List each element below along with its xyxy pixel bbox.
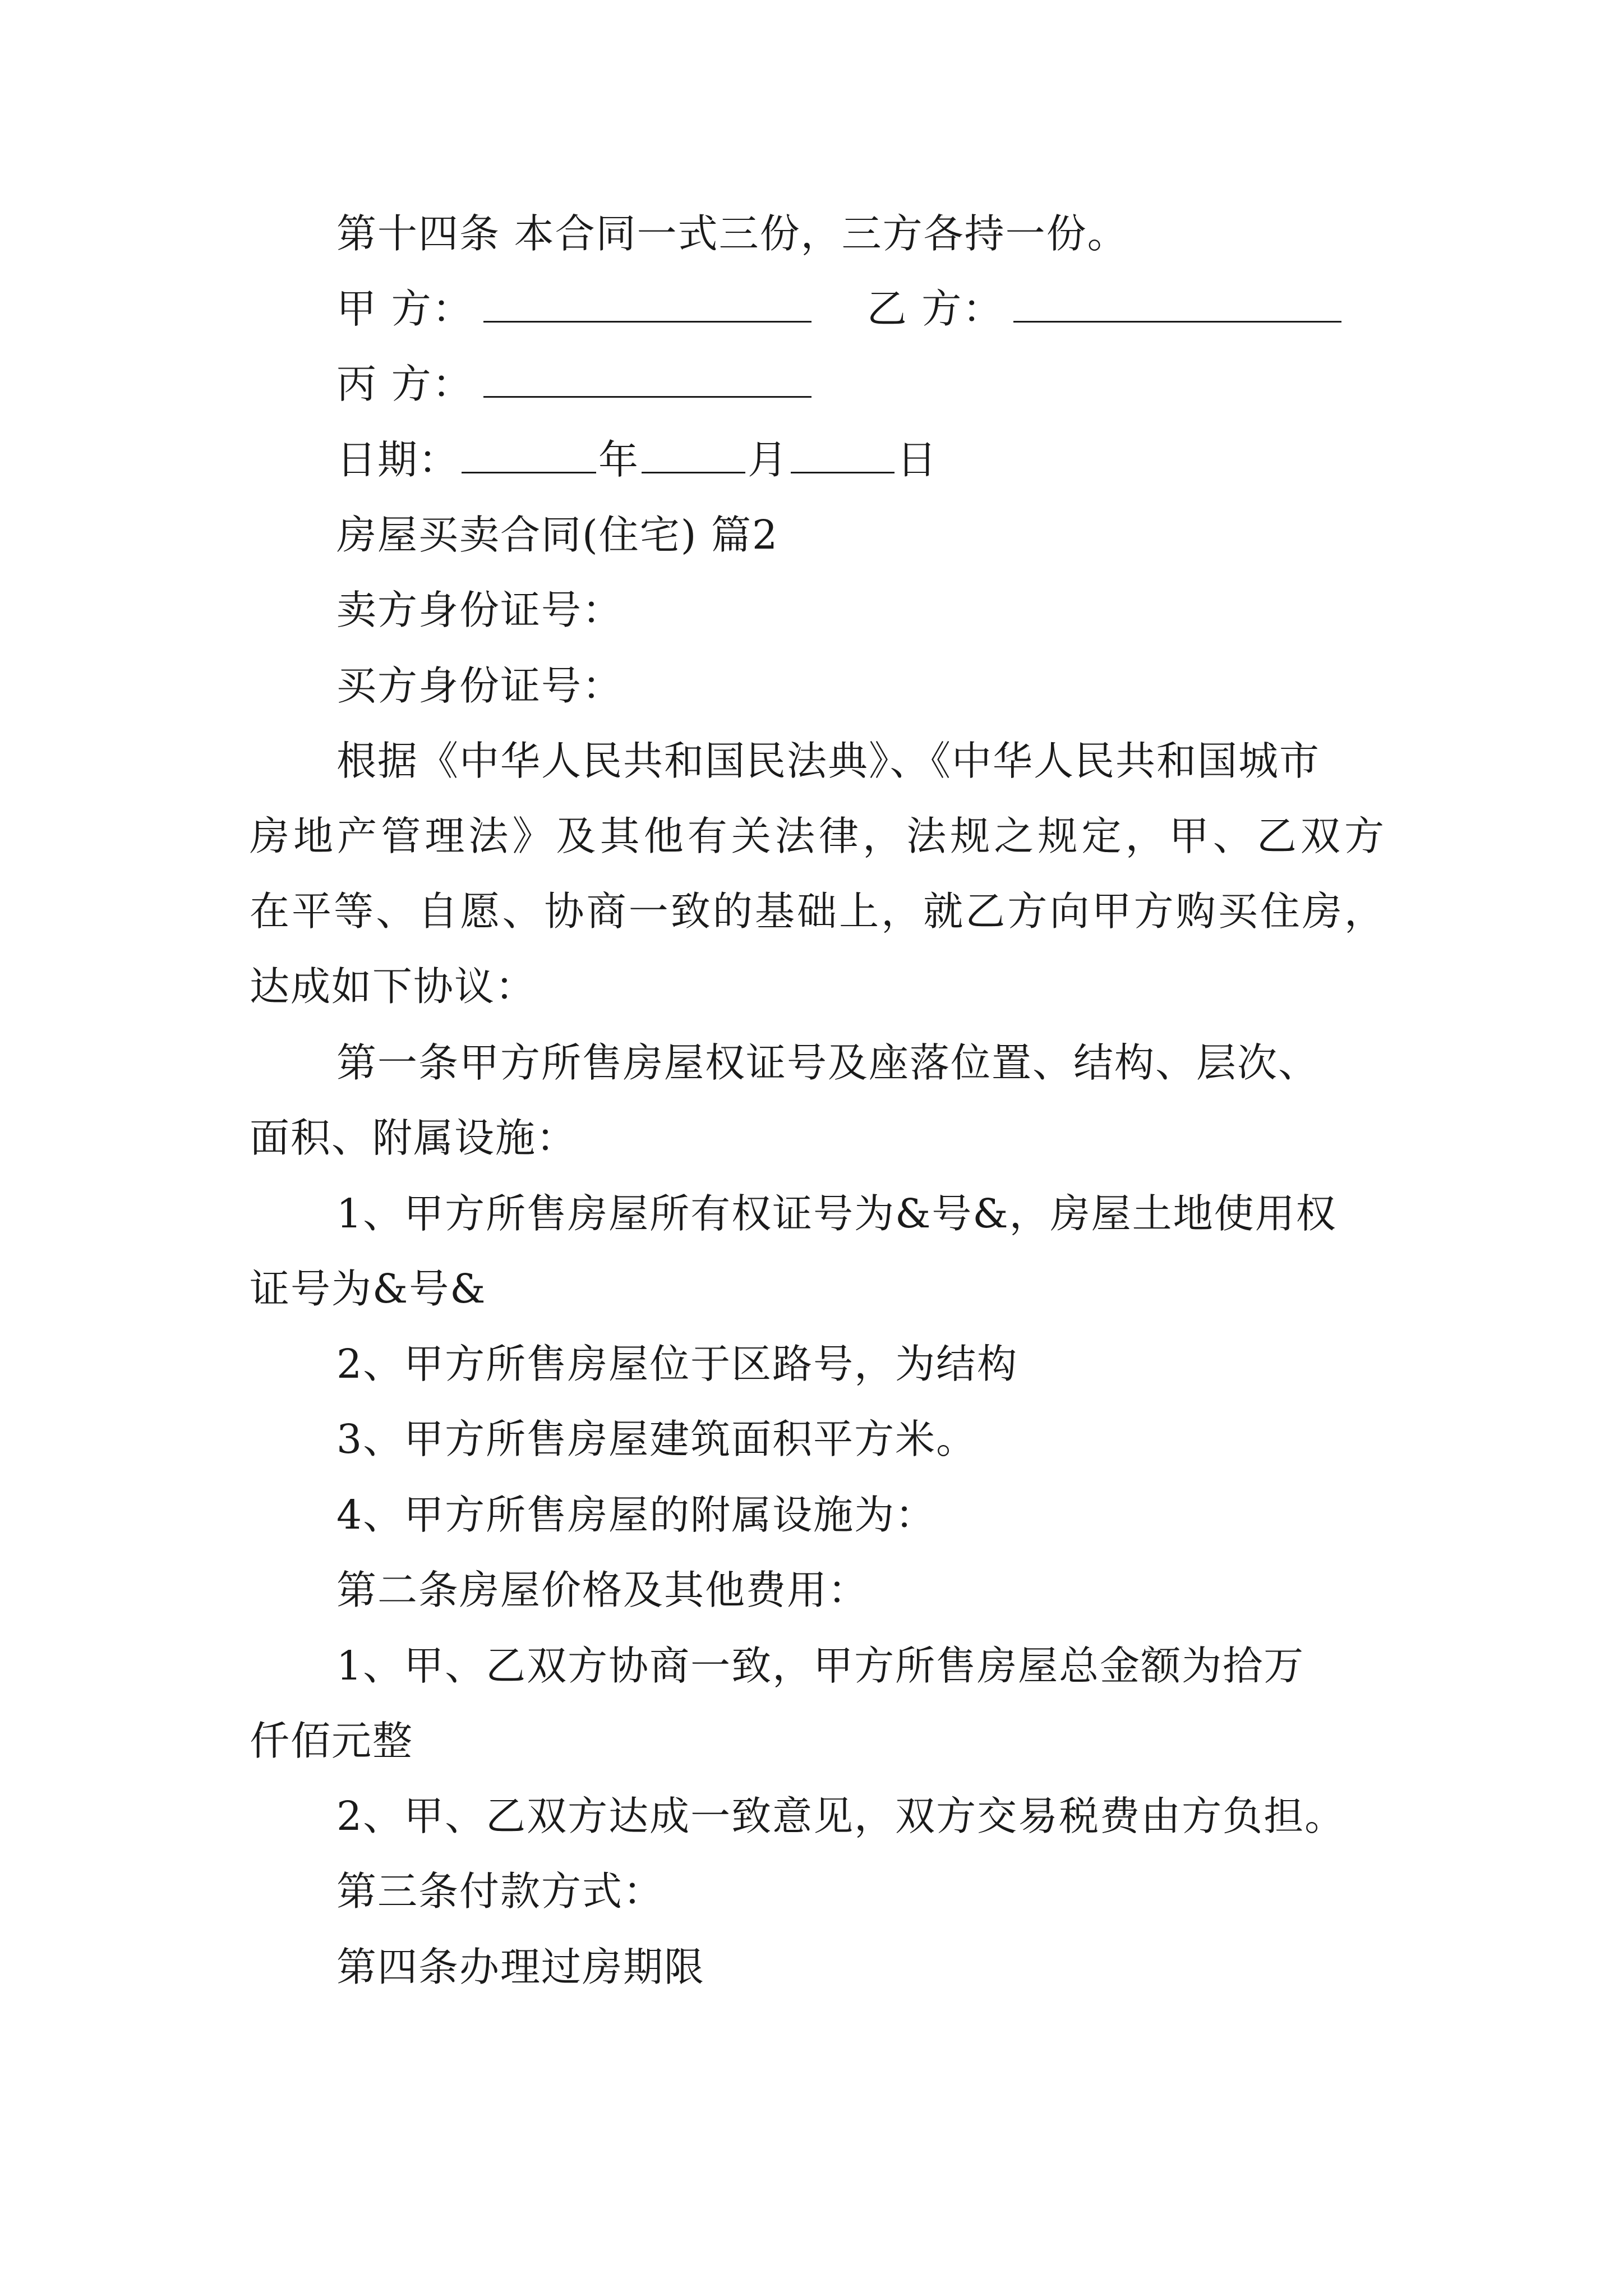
party-c-blank <box>483 364 811 398</box>
party-c-label: 丙 方： <box>336 361 473 407</box>
intro-line-1: 根据《中华人民共和国民法典》、《中华人民共和国城市 <box>336 738 1321 784</box>
intro-line-4: 达成如下协议： <box>250 963 537 1010</box>
article-4-heading: 第四条办理过房期限 <box>336 1944 706 1990</box>
clause-14: 第十四条 本合同一式三份，三方各持一份。 <box>336 210 1128 257</box>
day-blank <box>791 439 895 473</box>
buyer-id-line: 买方身份证号： <box>336 662 624 709</box>
seller-id-line: 卖方身份证号： <box>336 587 624 633</box>
year-blank <box>462 439 596 473</box>
date-label: 日期： <box>336 436 460 483</box>
party-b-label: 乙 方： <box>866 286 1004 332</box>
signature-row-c <box>336 359 811 409</box>
party-a-label: 甲 方： <box>336 286 473 332</box>
year-label: 年 <box>598 436 640 483</box>
article-2-item-1-line-1: 1、甲、乙双方协商一致，甲方所售房屋总金额为拾万 <box>336 1642 1305 1689</box>
party-b-blank <box>1013 288 1341 323</box>
article-1-line-2: 面积、附属设施： <box>250 1115 578 1161</box>
month-blank <box>642 439 745 473</box>
article-2-item-1-line-2: 仟佰元整 <box>250 1718 414 1764</box>
intro-line-2: 房地产管理法》及其他有关法律，法规之规定，甲、乙双方 <box>250 813 1385 859</box>
party-a-blank <box>483 288 811 323</box>
day-label: 日 <box>897 436 938 483</box>
date-row <box>336 435 938 485</box>
article-2-heading: 第二条房屋价格及其他费用： <box>336 1567 869 1613</box>
article-1-item-4: 4、甲方所售房屋的附属设施为： <box>336 1492 937 1538</box>
article-1-item-1-line-2: 证号为&号& <box>250 1266 487 1312</box>
signature-row-ab <box>336 284 1341 334</box>
article-1-item-3: 3、甲方所售房屋建筑面积平方米。 <box>336 1416 978 1462</box>
article-3-heading: 第三条付款方式： <box>336 1868 665 1915</box>
article-1-item-1-line-1: 1、甲方所售房屋所有权证号为&号&，房屋土地使用权 <box>336 1190 1337 1237</box>
month-label: 月 <box>748 436 789 483</box>
article-1-line-1: 第一条甲方所售房屋权证号及座落位置、结构、层次、 <box>336 1039 1320 1086</box>
contract-title: 房屋买卖合同(住宅) 篇2 <box>336 512 779 558</box>
intro-line-3: 在平等、自愿、协商一致的基础上，就乙方向甲方购买住房， <box>250 888 1385 935</box>
article-2-item-2: 2、甲、乙双方达成一致意见，双方交易税费由方负担。 <box>336 1793 1346 1839</box>
article-1-item-2: 2、甲方所售房屋位于区路号，为结构 <box>336 1341 1018 1387</box>
